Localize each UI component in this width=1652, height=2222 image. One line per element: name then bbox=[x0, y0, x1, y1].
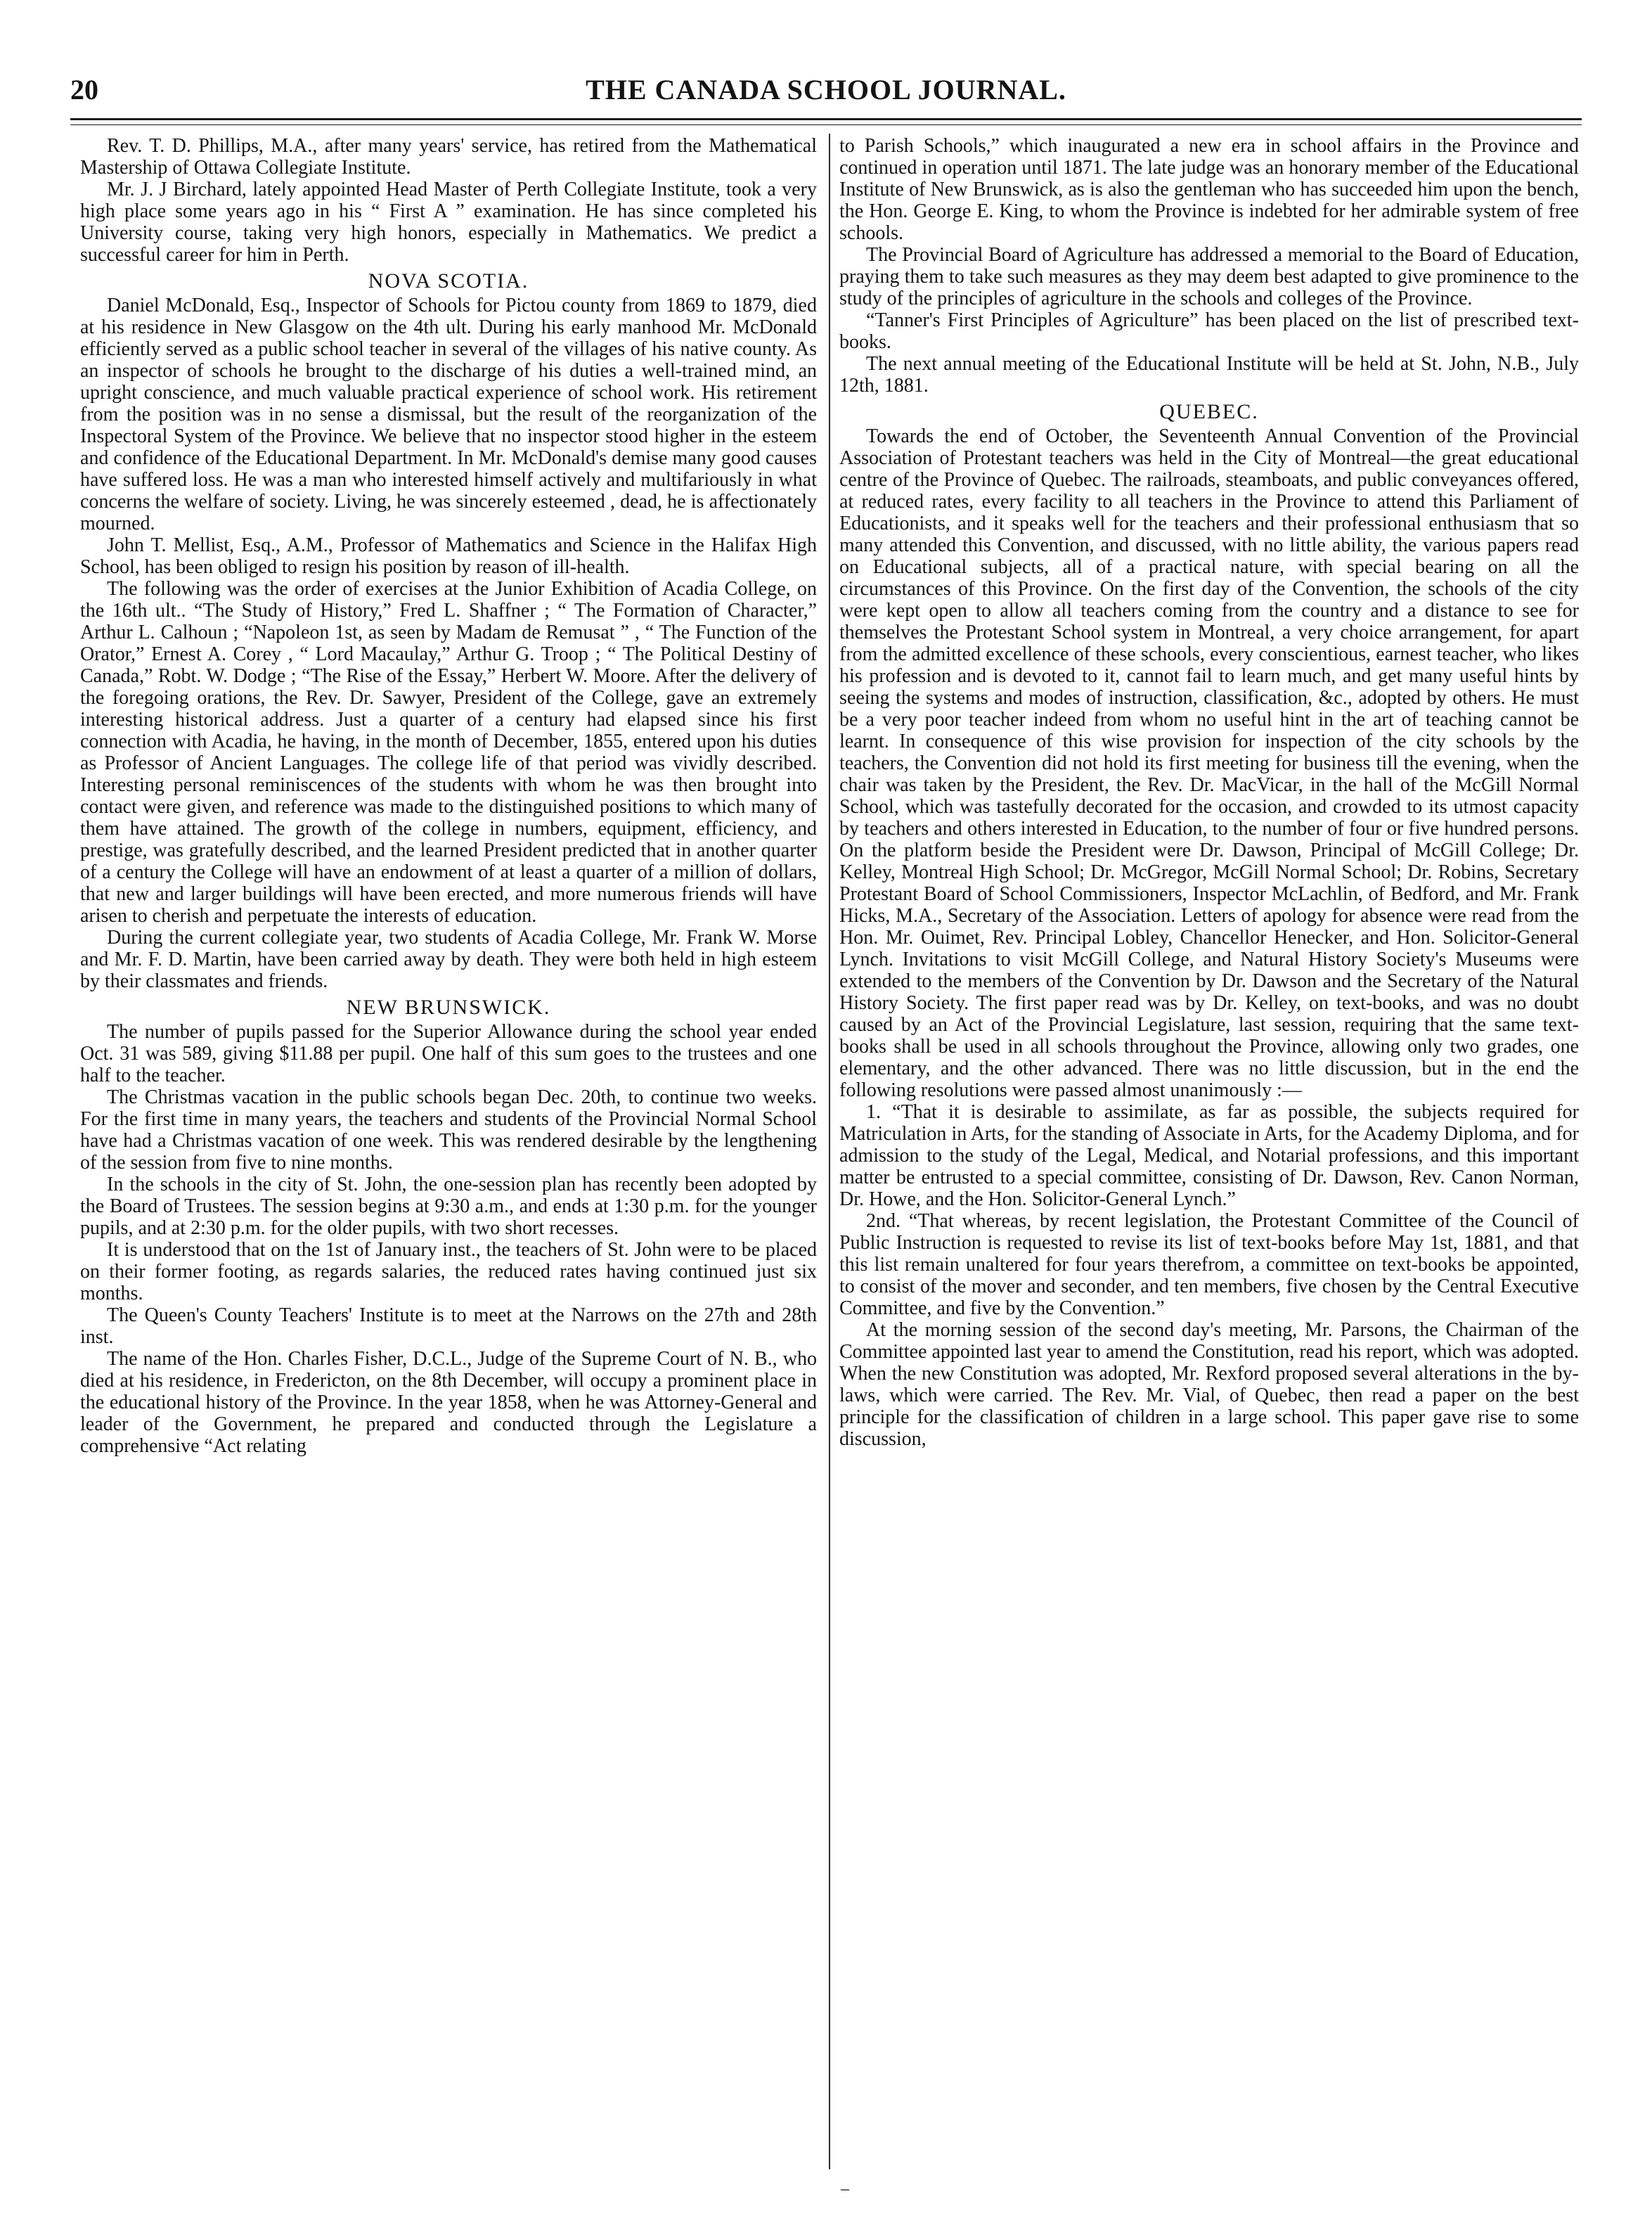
right-column bbox=[839, 135, 1579, 2167]
section-heading-nova-scotia: NOVA SCOTIA. bbox=[368, 269, 529, 293]
paragraph-st-john-salaries: It is understood that on the 1st of January inst., the teachers of St. John were to be placed on their former footing, as regards salaries, the reduced rates having continued just six months. bbox=[80, 1239, 817, 1304]
paragraph-second-day: At the morning session of the second day's meeting, Mr. Parsons, the Chairman of the Committee appointed last year to amend the Constitution, read his report, which was adopted. When the new Constitution was adopted, Mr. Rexford proposed several alterations in the by-laws, which were carried. The Rev. Mr. Vial, of Quebec, then read a paper on the best principle for the classification of children in a large school. This paper gave rise to some discussion, bbox=[839, 1319, 1579, 1450]
paragraph-birchard: Mr. J. J Birchard, lately appointed Head Master of Perth Collegiate Institute, took a very high place some years ago in his “ First A ” examination. He has since completed his University course, taking very high honors, especially in Mathematics. We predict a successful career for him in Perth. bbox=[80, 179, 817, 266]
column-divider bbox=[829, 134, 830, 2169]
paragraph-resolution-2: 2nd. “That whereas, by recent legislation, the Protestant Committee of the Council of Public Instruction is requested to revise its list of text-books before May 1st, 1881, and that this list remain unaltered for four years therefrom, a committee on text-books be appointed, to consist of the mover and seconder, and ten members, five chosen by the Central Executive Committee, and five by the Convention.” bbox=[839, 1210, 1579, 1319]
paragraph-resolution-1: 1. “That it is desirable to assimilate, as far as possible, the subjects required for Matriculation in Arts, for the standing of Associate in Arts, for the Academy Diploma, and for admission to the study of the Legal, Medical, and Notarial professions, and this important matter be entrusted to a special committee, consisting of Dr. Dawson, Rev. Canon Norman, Dr. Howe, and the Hon. Solicitor-General Lynch.” bbox=[839, 1101, 1579, 1210]
paragraph-parish-schools: to Parish Schools,” which inaugurated a new era in school affairs in the Province and continued in operation until 1871. The late judge was an honorary member of the Educational Institute of New Brunswick, as is also the gentleman who has succeeded him upon the bench, the Hon. George E. King, to whom the Province is indebted for her admirable system of free schools. bbox=[839, 135, 1579, 244]
section-heading-new-brunswick: NEW BRUNSWICK. bbox=[346, 996, 551, 1019]
paragraph-superior-allowance: The number of pupils passed for the Superior Allowance during the school year ended Oct. 31 was 589, giving $11.88 per pupil. One half of this sum goes to the trustees and one half to the teacher. bbox=[80, 1021, 817, 1086]
paragraph-convention: Towards the end of October, the Seventeenth Annual Convention of the Provincial Association of Protestant teachers was held in the City of Montreal—the great educational centre of the Province of Quebec. The railroads, steamboats, and public conveyances offered, at reduced rates, every facility to all teachers in the Province to attend this Parliament of Educationists, and it speaks well for the teachers and their professional enthusiasm that so many attended this Convention, and discussed, with no little ability, the various papers read on Educational subjects, all of a practical nature, with special bearing on all the circumstances of this Province. On the first day of the Convention, the schools of the city were kept open to allow all teachers coming from the country and a distance to see for themselves the Protestant School system in Montreal, a very choice arrangement, for apart from the admitted excellence of these schools, every conscientious, earnest teacher, who likes his profession and is devoted to it, cannot fail to learn much, and get many useful hints by seeing the systems and modes of instruction, classification, &c., adopted by others. He must be a very poor teacher indeed from whom no useful hint in the art of teaching cannot be learnt. In consequence of this wise provision for inspection of the city schools by the teachers, the Convention did not hold its first meeting for business till the evening, when the chair was taken by the President, the Rev. Dr. MacVicar, in the hall of the McGill Normal School, which was tastefully decorated for the occasion, and crowded to its utmost capacity by teachers and others interested in Education, to the number of four or five hundred persons. On the platform beside the President were Dr. Dawson, Principal of McGill College; Dr. Kelley, Montreal High School; Dr. McGregor, McGill Normal School; Dr. Robins, Secretary Protestant Board of School Commissioners, Inspector McLachlin, of Bedford, and Mr. Frank Hicks, M.A., Secretary of the Association. Letters of apology for absence were read from the Hon. Mr. Ouimet, Rev. Principal Lobley, Chancellor Henecker, and Hon. Solicitor-General Lynch. Invitations to visit McGill College, and Natural History Society's Museums were extended to the members of the Convention by Dr. Dawson and the Secretary of the Natural History Society. The first paper read was by Dr. Kelley, on text-books, and was no doubt caused by an Act of the Provincial Legislature, last session, requiring that the same text-books shall be used in all schools throughout the Province, allowing only two grades, one elementary, and the other advanced. There was no little discussion, but in the end the following resolutions were passed almost unanimously :— bbox=[839, 425, 1579, 1101]
header-rule-thin bbox=[70, 124, 1582, 125]
paragraph-mcdonald: Daniel McDonald, Esq., Inspector of Schools for Pictou county from 1869 to 1879, died at his residence in New Glasgow on the 4th ult. During his early manhood Mr. McDonald efficiently served as a public school teacher in several of the villages of his native county. As an inspector of schools he brought to the discharge of his duties a well-trained mind, an upright conscience, and much valuable practical experience of school work. His retirement from the position was in no sense a dismissal, but the result of the reorganization of the Inspectoral System of the Province. We believe that no inspector stood higher in the esteem and confidence of the Educational Department. In Mr. McDonald's demise many good causes have suffered loss. He was a man who interested himself actively and multifariously in what concerns the welfare of society. Living, he was sincerely esteemed , dead, he is affectionately mourned. bbox=[80, 295, 817, 534]
page-number: 20 bbox=[70, 74, 98, 105]
paragraph-annual-meeting: The next annual meeting of the Educational Institute will be held at St. John, N.B., July 12th, 1881. bbox=[839, 353, 1579, 397]
footer-mark: – bbox=[841, 2180, 849, 2198]
paragraph-st-john-session: In the schools in the city of St. John, the one-session plan has recently been adopted by the Board of Trustees. The session begins at 9:30 a.m., and ends at 1:30 p.m. for the younger pupils, and at 2:30 p.m. for the older pupils, with two short recesses. bbox=[80, 1174, 817, 1239]
header-rule-thick bbox=[70, 118, 1582, 120]
paragraph-acadia-students: During the current collegiate year, two students of Acadia College, Mr. Frank W. Morse and Mr. F. D. Martin, have been carried away by death. They were both held in high esteem by their classmates and friends. bbox=[80, 927, 817, 992]
section-heading-quebec: QUEBEC. bbox=[1159, 400, 1259, 423]
journal-title: THE CANADA SCHOOL JOURNAL. bbox=[586, 74, 1066, 105]
paragraph-tanner: “Tanner's First Principles of Agriculture” has been placed on the list of prescribed text-books. bbox=[839, 309, 1579, 353]
paragraph-phillips: Rev. T. D. Phillips, M.A., after many years' service, has retired from the Mathematical Mastership of Ottawa Collegiate Institute. bbox=[80, 135, 817, 179]
paragraph-christmas-vacation: The Christmas vacation in the public schools began Dec. 20th, to continue two weeks. For the first time in many years, the teachers and students of the Provincial Normal School have had a Christmas vacation of one week. This was rendered desirable by the lengthening of the session from five to nine months. bbox=[80, 1086, 817, 1174]
paragraph-charles-fisher: The name of the Hon. Charles Fisher, D.C.L., Judge of the Supreme Court of N. B., who died at his residence, in Fredericton, on the 8th December, will occupy a prominent place in the educational history of the Province. In the year 1858, when he was Attorney-General and leader of the Government, he prepared and conducted through the Legislature a comprehensive “Act relating bbox=[80, 1348, 817, 1457]
page-header bbox=[70, 70, 1582, 113]
paragraph-acadia-exhibition: The following was the order of exercises at the Junior Exhibition of Acadia College, on the 16th ult.. “The Study of History,” Fred L. Shaffner ; “ The Formation of Character,” Arthur L. Calhoun ; “Napoleon 1st, as seen by Madam de Remusat ” , “ The Function of the Orator,” Ernest A. Corey , “ Lord Macaulay,” Arthur G. Troop ; “ The Political Destiny of Canada,” Robt. W. Dodge ; “The Rise of the Essay,” Herbert W. Moore. After the delivery of the foregoing orations, the Rev. Dr. Sawyer, President of the College, gave an extremely interesting historical address. Just a quarter of a century had elapsed since his first connection with Acadia, he having, in the month of December, 1855, entered upon his duties as Professor of Ancient Languages. The college life of that period was vividly described. Interesting personal reminiscences of the students with whom he was then brought into contact were given, and reference was made to the distinguished positions to which many of them have attained. The growth of the college in numbers, equipment, efficiency, and prestige, was gratefully described, and the learned President predicted that in another quarter of a century the College will have an endowment of at least a quarter of a million of dollars, that new and larger buildings will have been erected, and more numerous friends will have arisen to cherish and perpetuate the interests of education. bbox=[80, 578, 817, 927]
left-column bbox=[80, 135, 817, 2167]
paragraph-queens-county: The Queen's County Teachers' Institute is to meet at the Narrows on the 27th and 28th inst. bbox=[80, 1304, 817, 1348]
paragraph-board-of-agriculture: The Provincial Board of Agriculture has addressed a memorial to the Board of Education, praying them to take such measures as they may deem best adapted to give prominence to the study of the principles of agriculture in the schools and colleges of the Province. bbox=[839, 244, 1579, 309]
paragraph-mellist: John T. Mellist, Esq., A.M., Professor of Mathematics and Science in the Halifax High School, has been obliged to resign his position by reason of ill-health. bbox=[80, 534, 817, 578]
